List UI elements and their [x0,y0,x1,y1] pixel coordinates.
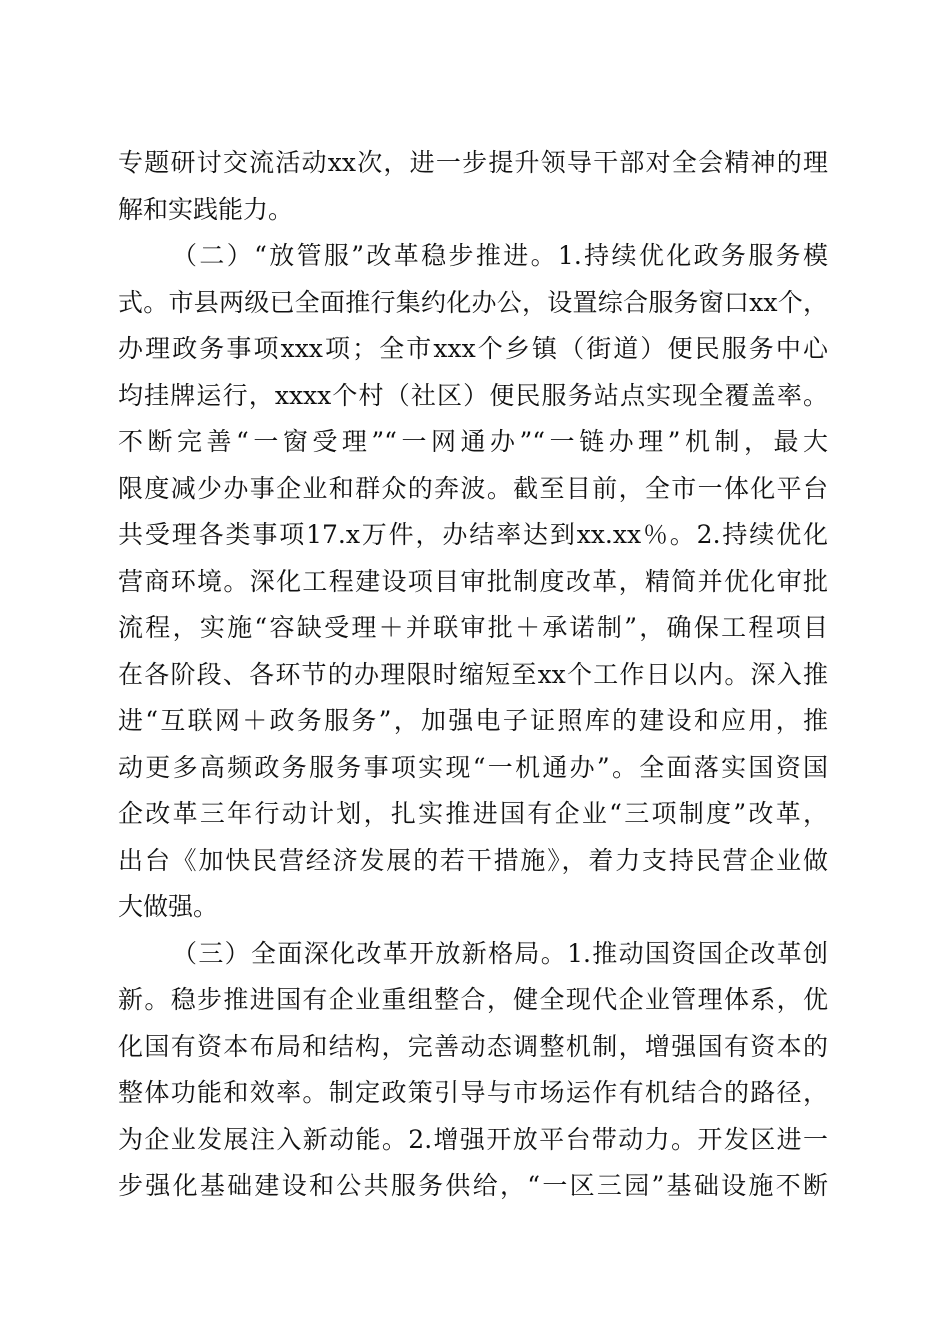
text-line: 新。稳步推进国有企业重组整合，健全现代企业管理体系，优 [118,985,828,1014]
section-heading-line: （三）全面深化改革开放新格局。1.推动国资国企改革创 [172,938,828,968]
text-line: 动更多高频政务服务事项实现“一机通办”。全面落实国资国 [118,752,828,782]
text-line: 出台《加快民营经济发展的若干措施》，着力支持民营企业做 [118,845,828,875]
body-text [118,140,828,1210]
text-line: 共受理各类事项17.x万件，办结率达到xx.xx％。2.持续优化 [118,520,828,549]
text-line: 均挂牌运行，xxxx个村（社区）便民服务站点实现全覆盖率。 [118,380,828,410]
text-line: 专题研讨交流活动xx次，进一步提升领导干部对全会精神的理 [118,148,828,177]
text-line: 式。市县两级已全面推行集约化办公，设置综合服务窗口xx个， [118,287,828,317]
section-heading-line: （二）“放管服”改革稳步推进。1.持续优化政务服务模 [172,241,828,270]
text-line: 解和实践能力。 [118,194,294,224]
text-line: 化国有资本布局和结构，完善动态调整机制，增强国有资本的 [118,1031,828,1061]
text-line: 在各阶段、各环节的办理限时缩短至xx个工作日以内。深入推 [118,659,828,689]
text-line: 为企业发展注入新动能。2.增强开放平台带动力。开发区进一 [118,1124,828,1154]
text-line: 限度减少办事企业和群众的奔波。截至目前，全市一体化平台 [118,473,828,503]
text-line: 进“互联网＋政务服务”，加强电子证照库的建设和应用，推 [118,706,828,735]
text-line: 整体功能和效率。制定政策引导与市场运作有机结合的路径， [118,1078,828,1107]
text-line: 营商环境。深化工程建设项目审批制度改革，精简并优化审批 [118,566,828,596]
text-line: 不断完善“一窗受理”“一网通办”“一链办理”机制，最大 [118,427,828,456]
text-line: 办理政务事项xxx项；全市xxx个乡镇（街道）便民服务中心 [118,334,828,363]
text-line: 步强化基础建设和公共服务供给，“一区三园”基础设施不断 [118,1171,828,1200]
text-line: 大做强。 [118,892,219,921]
text-line: 流程，实施“容缺受理＋并联审批＋承诺制”，确保工程项目 [118,613,828,642]
text-line: 企改革三年行动计划，扎实推进国有企业“三项制度”改革， [118,799,828,828]
